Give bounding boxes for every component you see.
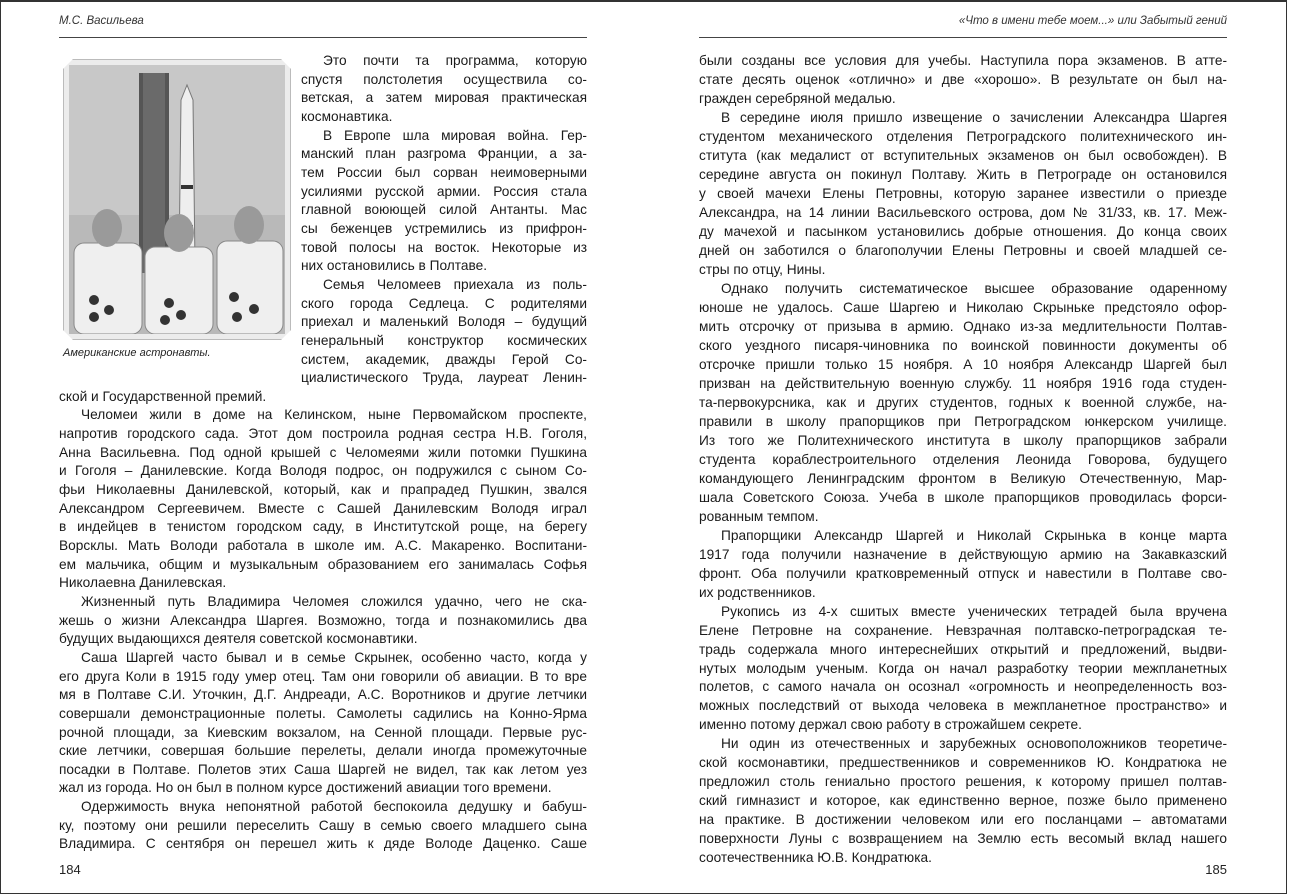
text-line: правили в школу прапорщиков при Петроградском юнкерском училище. [699, 413, 1227, 429]
text-line: именно потому держал свою работу в строжайшем секрете. [699, 717, 1082, 733]
text-line: мя в Полтаве С.И. Уточкин, Д.Г. Андреади, А.С. Воротников и другие летчики [59, 687, 587, 703]
text-line: манский план разгрома Франции, а за- [301, 146, 587, 162]
paragraph [301, 276, 587, 388]
text-line: Ни один из отечественных и зарубежных основоположников теоретиче- [721, 736, 1227, 752]
text-line: Это почти та программа, которую [323, 53, 587, 68]
text-line: жешь о жизни Александра Шаргея. Возможно, тогда и познакомились два [59, 612, 587, 628]
text-line: фронт. Оба получили кратковременный отпуск и навестили в Полтаве сво- [699, 565, 1227, 581]
text-line: гражден серебряной медалью. [699, 90, 896, 106]
text-line: юноше не удалось. Саше Шаргею и Николаю Скрыньке предстояло офор- [699, 299, 1227, 315]
text-line: студентом механического отделения Петроградского политехнического ин- [699, 128, 1227, 144]
text-line: призван на действительную военную службу. 11 ноября 1916 года студен- [699, 375, 1227, 391]
text-line: можных последствий от выхода человека в межпланетное пространство» и [699, 698, 1227, 714]
text-line: Александром Сергеевичем. Вместе с Сашей Данилевским Володя играл [59, 500, 587, 516]
text-line: середине августа он покинул Полтаву. Жить в Петрограде он остановился [699, 166, 1227, 182]
text-line: Челомеи жили в доме на Келинском, ныне Первомайском проспекте, [81, 407, 587, 423]
text-line: Николаевна Данилевская. [59, 575, 227, 591]
text-line: и Гоголя – Данилевские. Когда Володя подрос, он подружился с сыном Со- [59, 463, 587, 479]
text-line: ского города Седлеца. С родителями [301, 295, 587, 311]
figure-caption: Американские астронавты. [63, 347, 211, 359]
text-line: дней он заботился о благополучии Елены Петровны и своей младшей се- [699, 242, 1227, 258]
page-number: 185 [1205, 862, 1227, 877]
text-line: Ворсклы. Мать Володи работала в школе им. А.С. Макаренко. Воспитани- [59, 537, 587, 553]
text-line: ской и Государственной премий. [59, 388, 267, 404]
paragraph [699, 52, 1227, 109]
text-line: жал из города. Но он был в полном курсе достижений авиации того времени. [59, 780, 552, 796]
paragraph [301, 52, 587, 127]
text-line: ем мальчика, общим и музыкальным образованием его занималась Софья [59, 556, 587, 572]
text-line: ду мачехой и пасынком установились добрые отношения. До конца своих [699, 223, 1227, 239]
text-line: ской космонавтики, предшественников и современников Ю. Кондратюка не [699, 755, 1227, 771]
text-line: полетов, с самого начала он осознал «огромность и неопределенность воз- [699, 679, 1227, 695]
text-line: мить отсрочку от призыва в армию. Однако из-за медлительности Полтав- [699, 318, 1227, 334]
text-line: Прапорщики Александр Шаргей и Николай Скрынька в конце марта [721, 527, 1227, 543]
text-line: товой полосы на восток. Некоторые из [301, 239, 587, 255]
text-line: Одержимость внука непонятной работой беспокоила дедушку и бабуш- [81, 799, 587, 815]
text-line: были созданы все условия для учебы. Наступила пора экзаменов. В атте- [699, 53, 1227, 68]
paragraph [59, 406, 587, 593]
text-line: шала Советского Союза. Учеба в школе прапорщиков проводилась форси- [699, 489, 1227, 505]
text-line: систем, академик, дважды Герой Со- [301, 351, 587, 367]
paragraph [301, 127, 587, 276]
left-page [59, 2, 587, 896]
text-line: космонавтика. [301, 108, 393, 124]
text-line: у своей мачехи Елены Петровны, которую заранее известили о приезде [699, 185, 1227, 201]
right-page [699, 2, 1227, 896]
text-line: та-первокурсника, как и других студентов, годных к военной службе, на- [699, 394, 1227, 410]
text-line: генеральный конструктор космических [301, 332, 587, 348]
header-rule [699, 37, 1227, 38]
astronauts-photo [69, 65, 285, 334]
text-line: совершали демонстрационные полеты. Самолеты садились на Конно-Ярма [59, 705, 587, 721]
text-line: предложил столь гениально простого решения, к которому пришел полтав- [699, 774, 1227, 790]
text-line: ветская, а затем мировая практическая [301, 90, 587, 106]
text-line: Семья Челомеев приехала из поль- [323, 276, 587, 292]
text-line: поверхности Луны с возвращением на Землю есть весомый вклад нашего [699, 831, 1227, 847]
figure-astronauts [63, 59, 291, 340]
text-line: усилиями русской армии. Россия стала [301, 183, 587, 199]
text-line: ские летчики, совершая большие перелеты, делали иногда промежуточные [59, 743, 587, 759]
text-line: традь содержала много интереснейших открытий и предложений, выдви- [699, 641, 1227, 657]
paragraph [699, 109, 1227, 280]
header-rule [59, 37, 587, 38]
text-line: отсрочке пришли только 15 ноября. А 10 ноября Александр Шаргей был [699, 356, 1227, 372]
text-line: Елене Петровне на сохранение. Невзрачная полтавско-петроградская те- [699, 622, 1227, 638]
text-line: стры по отцу, Нины. [699, 261, 826, 277]
paragraph [699, 280, 1227, 527]
text-line: напротив городского сада. Этот дом построила родная сестра Н.В. Гоголя, [59, 426, 587, 441]
text-line: их родственников. [699, 584, 816, 600]
paragraph [699, 603, 1227, 736]
paragraph [699, 735, 1227, 868]
text-line: Александра, на 14 линии Васильевского острова, дом № 31/33, кв. 17. Меж- [699, 204, 1227, 220]
text-line: будущих выдающихся деятеля советской космонавтики. [59, 631, 418, 647]
paragraph [59, 798, 587, 854]
paragraph [59, 593, 587, 649]
text-line: Жизненный путь Владимира Челомея сложился удачно, чего не ска- [81, 593, 587, 609]
text-line: студента кораблестроительного отделения Леонида Говорова, будущего [699, 451, 1227, 467]
text-line: ку, поэтому они решили переселить Сашу в семью своего младшего сына [59, 817, 587, 833]
text-line: ского уездного писаря-чиновника по воинской повинности документы об [699, 337, 1227, 353]
text-line: ститута (как медалист от вступительных экзаменов он был освобожден). В [699, 147, 1227, 163]
text-line: ский гимназист и которое, как единственно верное, позже было применено [699, 793, 1227, 809]
text-line: в индейцев в тенистом городском саду, в Институтской роще, на берегу [59, 519, 587, 535]
text-line: Однако получить систематическое высшее образование одаренному [721, 280, 1227, 296]
text-line: его друга Коли в 1915 году умер отец. Там они говорили об авиации. В то вре [59, 668, 587, 684]
text-line: В середине июля пришло извещение о зачислении Александра Шаргея [721, 109, 1227, 125]
right-body-text [699, 52, 1227, 868]
text-line: В Европе шла мировая война. Гер- [323, 127, 587, 143]
text-line: них остановились в Полтаве. [301, 258, 488, 274]
text-line: командующего Ленинградским фронтом в Великую Отечественную, Мар- [699, 470, 1227, 486]
paragraph [59, 388, 587, 407]
text-line: тем России был сорван неимоверными [301, 164, 587, 180]
paragraph [59, 649, 587, 798]
text-line: рованным темпом. [699, 508, 819, 524]
left-body-text [59, 388, 587, 854]
text-line: Анна Васильевна. Под одной крышей с Челомеями жили потомки Пушкина [59, 444, 587, 460]
text-line: фьи Николаевны Данилевской, который, как и прапрадед Пушкин, звался [59, 481, 587, 497]
paragraph [699, 527, 1227, 603]
text-line: главной воюющей силой Антанты. Мас [301, 202, 587, 218]
text-line: нутых молодым ученым. Когда он начал разработку теории межпланетных [699, 660, 1227, 676]
text-line: Из того же Политехнического института в школу прапорщиков забрали [699, 432, 1227, 448]
text-line: рочной площади, за Киевским вокзалом, на Сенной площади. Первые рус- [59, 724, 587, 740]
text-line: соотечественника Ю.В. Кондратюка. [699, 850, 932, 866]
text-line: сы беженцев устремились из прифрон- [301, 220, 587, 236]
page-number: 184 [59, 862, 81, 877]
text-line: на практике. В достижении человеком или его посланцами – автоматами [699, 812, 1227, 828]
text-line: приехал и маленький Володя – будущий [301, 314, 587, 330]
text-line: Владимира. С сентября он перешел жить к дяде Володе Даценко. Саше [59, 836, 587, 852]
text-line: 1917 года получили назначение в действующую армию на Закавказский [699, 546, 1227, 562]
text-line: Рукопись из 4-х сшитых вместе ученических тетрадей была вручена [721, 603, 1227, 619]
side-text-column [301, 52, 587, 388]
text-line: стате десять оценок «отлично» и две «хорошо». В результате он был на- [699, 71, 1227, 87]
text-line: циалистического Труда, лауреат Ленин- [301, 370, 587, 386]
text-line: Саша Шаргей часто бывал и в семье Скрынек, особенно часто, когда у [81, 649, 587, 665]
running-head-title: «Что в имени тебе моем...» или Забытый гений [958, 15, 1227, 27]
running-head-author: М.С. Васильева [59, 15, 144, 27]
text-line: спустя полстолетия осуществила со- [301, 71, 587, 87]
text-line: посадки в Полтаве. Полетов этих Саша Шаргей не видел, так как летом уез [59, 761, 587, 777]
